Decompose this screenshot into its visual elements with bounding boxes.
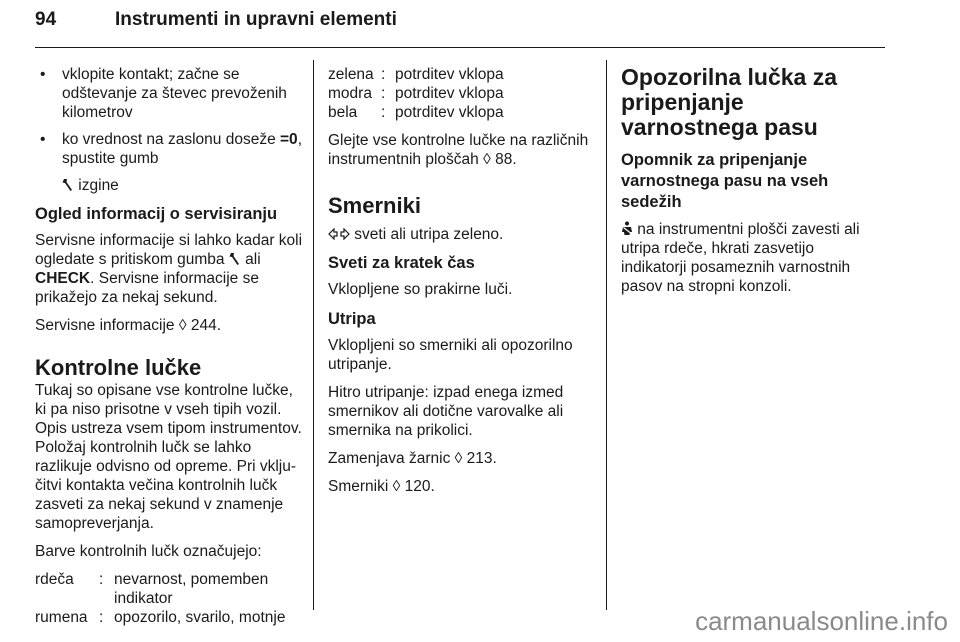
wrench-icon [62,178,74,192]
column-3 [621,65,883,305]
blink-paragraph-2: Hitro utripanje: izpad enega izmed smernikov ali dotične varovalke ali smernika na prikolici. [328,384,564,439]
bullet-bold-value: =0 [280,131,298,148]
color-meaning-table [35,570,303,627]
reference-arrow-icon: ◊ [483,151,491,168]
bullet-icon: • [40,131,46,148]
reference-text: Zamenjava žarnic [328,450,451,467]
turn-signal-icon [328,228,350,240]
service-text: Servisne informacije si lahko kadar koli ogledate s pritiskom gumba [35,232,303,268]
instrument-reference [328,131,598,169]
column-divider-1 [313,60,314,610]
color-value: potrditev vklopa [395,66,504,83]
turn-reference [328,477,598,496]
column-1 [35,65,303,627]
reference-page[interactable]: 120. [404,478,435,495]
reference-page[interactable]: 244. [190,317,222,334]
short-heading: Sveti za kratek čas [328,254,475,272]
lamps-colors-intro: Barve kontrolnih lučk označujejo: [35,543,262,560]
bullet-icon: • [40,66,46,83]
service-text-tail: . Servisne informacije se prikažejo za nekaj sekund. [35,270,259,306]
color-meaning-table-cont [328,65,504,122]
column-divider-2 [606,60,607,610]
lamps-heading: Kontrolne lučke [35,355,202,380]
reference-arrow-icon: ◊ [454,450,463,467]
column-2 [328,65,598,505]
turn-signal-desc [328,225,598,244]
blink-heading: Utripa [328,310,376,328]
seatbelt-paragraph [621,220,883,296]
page-number: 94 [35,9,57,30]
bullet-text: vklopite kontakt; začne se odštevanje za števec prevoženih kilometrov [62,66,287,121]
wrench-line-text: izgine [74,177,119,194]
service-reference [35,316,303,335]
color-sep: : [381,104,386,121]
page-header [35,7,885,45]
table-row [35,608,303,627]
seatbelt-icon [621,221,633,236]
reference-text: Glejte vse kontrolne lučke na različnih instrumentnih ploščah [328,132,589,168]
turn-signal-text: sveti ali utripa zeleno. [350,226,504,243]
color-sep: : [99,571,104,588]
reference-page[interactable]: 88. [495,151,517,168]
running-title: Instrumenti in upravni elementi [115,9,397,30]
color-key: bela [328,104,358,121]
reference-text: Servisne informacije [35,317,175,334]
reference-arrow-icon: ◊ [392,478,401,495]
table-row [328,65,504,84]
blink-paragraph-1: Vklopljeni so smerniki ali opozorilno utripanje. [328,337,573,373]
table-row [35,570,303,608]
service-text-mid: ali [240,251,261,268]
color-value: nevarnost, pomemben indikator [114,571,269,607]
watermark: carmanualsonline.info [695,606,948,636]
seatbelt-heading: Opozorilna lučka za pripenjanje varnostnega pasu [621,64,837,140]
lamps-paragraph: Tukaj so opisane vse kontrolne lučke, ki pa niso prisotne v vseh tipih vozil. Opis ustreza vsem tipom instrumentov. Položaj kontrolnih lučk se lahko razlikuje odvisno od opreme. Pri vključitvi kontakta večina kontrolnih lučk zasveti za nekaj sekund v znamenje samopreverjanja. [35,382,302,532]
wrench-icon [229,252,241,266]
color-key: rumena [35,609,88,626]
bullet-text: ko vrednost na zaslonu doseže [62,131,280,148]
color-value: opozorilo, svarilo, motnje [114,609,286,626]
reference-page[interactable]: 213. [466,450,497,467]
color-key: zelena [328,66,374,83]
table-row [328,103,504,122]
reference-arrow-icon: ◊ [178,317,187,334]
short-text: Vklopljene so prakirne luči. [328,281,513,298]
seatbelt-subheading: Opomnik za pripenjanje varnostnega pasu na vseh sedežih [621,151,829,211]
color-sep: : [99,609,104,626]
header-rule [35,47,885,48]
service-paragraph [35,231,303,307]
seatbelt-text: na instrumentni plošči zavesti ali utripa rdeče, hkrati zasvetijo indikatorji posameznih varnostnih pasov na stropni konzoli. [621,221,860,295]
color-value: potrditev vklopa [395,85,504,102]
table-row [328,84,504,103]
color-value: potrditev vklopa [395,104,504,121]
reference-text: Smerniki [328,478,389,495]
bullet-item [35,130,303,168]
color-key: modra [328,85,372,102]
color-key: rdeča [35,571,74,588]
turn-signal-heading: Smerniki [328,193,421,218]
wrench-line [35,176,303,195]
bullet-item [35,65,303,122]
service-heading: Ogled informacij o servisiranju [35,205,278,223]
bulb-reference [328,449,598,468]
color-sep: : [381,66,386,83]
color-sep: : [381,85,386,102]
check-label: CHECK [35,270,91,287]
bullet-text-tail: , spustite gumb [62,131,302,167]
